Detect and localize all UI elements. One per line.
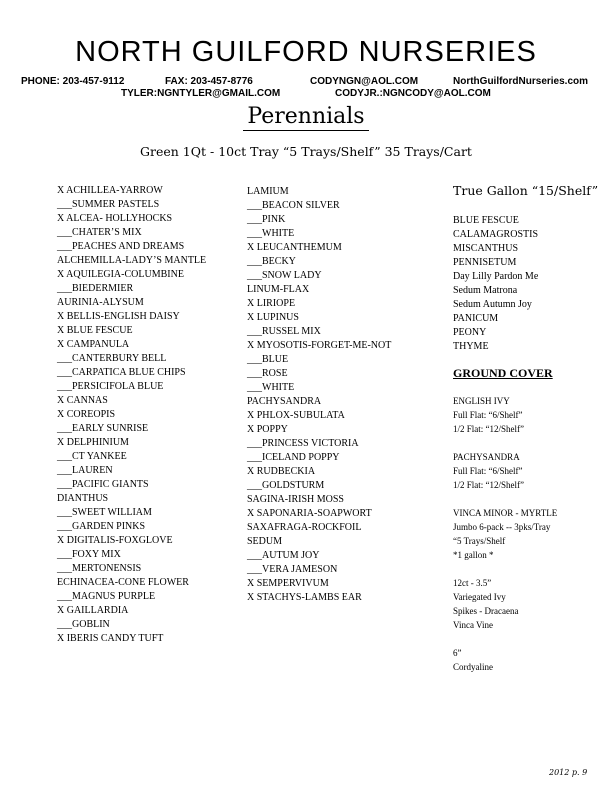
list-item: SAXAFRAGA-ROCKFOIL xyxy=(247,522,362,533)
list-item: X LUPINUS xyxy=(247,312,299,323)
page-footer: 2012 p. 9 xyxy=(549,768,588,777)
list-item: Sedum Matrona xyxy=(453,285,518,296)
right-column xyxy=(453,214,557,674)
list-item: 1/2 Flat: “12/Shelf” xyxy=(453,480,524,490)
list-item: Cordyaline xyxy=(453,662,493,672)
list-item: ALCHEMILLA-LADY’S MANTLE xyxy=(57,255,207,266)
list-item: DIANTHUS xyxy=(57,493,109,504)
list-item: X POPPY xyxy=(247,424,288,435)
list-item: ___PACIFIC GIANTS xyxy=(57,479,149,490)
list-item: PACHYSANDRA xyxy=(453,452,520,462)
list-item: X RUDBECKIA xyxy=(247,466,316,477)
list-item: ENGLISH IVY xyxy=(453,396,510,406)
list-item: Variegated Ivy xyxy=(453,592,506,602)
list-item: Sedum Autumn Joy xyxy=(453,299,532,310)
list-item: ___PRINCESS VICTORIA xyxy=(247,438,359,449)
list-item: Full Flat: “6/Shelf” xyxy=(453,466,523,476)
list-item: THYME xyxy=(453,341,489,352)
list-item: ___CANTERBURY BELL xyxy=(57,353,167,364)
list-item: Full Flat: “6/Shelf” xyxy=(453,410,523,420)
email-codyjr: CODYJR.:NGNCODY@AOL.COM xyxy=(335,88,491,99)
list-item: ___SWEET WILLIAM xyxy=(57,507,152,518)
list-item: ___PERSICIFOLA BLUE xyxy=(57,381,164,392)
list-item: ECHINACEA-CONE FLOWER xyxy=(57,577,189,588)
list-item: Vinca Vine xyxy=(453,620,493,630)
list-item: SAGINA-IRISH MOSS xyxy=(247,494,344,505)
company-name: NORTH GUILFORD NURSERIES xyxy=(75,36,537,68)
list-item: SEDUM xyxy=(247,536,283,547)
list-item: 6” xyxy=(453,648,462,658)
list-item: X BLUE FESCUE xyxy=(57,325,133,336)
fax-number: FAX: 203-457-8776 xyxy=(165,76,253,87)
list-item: Day Lilly Pardon Me xyxy=(453,271,539,282)
list-item: X AQUILEGIA-COLUMBINE xyxy=(57,269,184,280)
perennial-list-column-1 xyxy=(57,184,206,646)
list-item: ___PEACHES AND DREAMS xyxy=(57,241,185,252)
list-item: X SAPONARIA-SOAPWORT xyxy=(247,508,372,519)
list-item: ___RUSSEL MIX xyxy=(247,326,321,337)
list-item: X STACHYS-LAMBS EAR xyxy=(247,592,362,603)
true-gallon-heading: True Gallon “15/Shelf” xyxy=(453,183,599,198)
list-item: ___BLUE xyxy=(247,354,289,365)
list-item: ___WHITE xyxy=(247,228,295,239)
list-item: 12ct - 3.5” xyxy=(453,578,492,588)
list-item: ___GOLDSTURM xyxy=(247,480,325,491)
list-item: Spikes - Dracaena xyxy=(453,606,519,616)
list-item: 1/2 Flat: “12/Shelf” xyxy=(453,424,524,434)
list-item: ___ROSE xyxy=(247,368,288,379)
english-ivy-group xyxy=(453,394,557,436)
list-item: BLUE FESCUE xyxy=(453,215,519,226)
list-item: *1 gallon * xyxy=(453,550,494,560)
list-item: ___BEACON SILVER xyxy=(247,200,340,211)
section-title xyxy=(0,104,612,131)
list-item: ___GOBLIN xyxy=(57,619,110,630)
list-item: AURINIA-ALYSUM xyxy=(57,297,144,308)
list-item: CALAMAGROSTIS xyxy=(453,229,539,240)
list-item: LINUM-FLAX xyxy=(247,284,310,295)
tray-subtitle: Green 1Qt - 10ct Tray “5 Trays/Shelf” 35 Trays/Cart xyxy=(140,144,472,159)
list-item: PENNISETUM xyxy=(453,257,517,268)
website: NorthGuilfordNurseries.com xyxy=(453,76,589,87)
list-item: ___BECKY xyxy=(247,256,296,267)
list-item: ___MERTONENSIS xyxy=(57,563,142,574)
list-item: ___WHITE xyxy=(247,382,295,393)
list-item: X CANNAS xyxy=(57,395,108,406)
ground-cover-heading: GROUND COVER xyxy=(453,366,553,380)
list-item: ___AUTUM JOY xyxy=(247,550,320,561)
list-item: ___SNOW LADY xyxy=(247,270,322,281)
list-item: X ACHILLEA-YARROW xyxy=(57,185,163,196)
list-item: ___LAUREN xyxy=(57,465,113,476)
list-item: “5 Trays/Shelf xyxy=(453,536,506,546)
list-item: ___GARDEN PINKS xyxy=(57,521,146,532)
list-item: X CAMPANULA xyxy=(57,339,130,350)
list-item: ___MAGNUS PURPLE xyxy=(57,591,156,602)
list-item: X PHLOX-SUBULATA xyxy=(247,410,345,421)
list-item: X GAILLARDIA xyxy=(57,605,129,616)
list-item: ___PINK xyxy=(247,214,286,225)
list-item: ___BIEDERMIER xyxy=(57,283,134,294)
list-item: X MYOSOTIS-FORGET-ME-NOT xyxy=(247,340,392,351)
list-item: ___SUMMER PASTELS xyxy=(57,199,160,210)
list-item: PACHYSANDRA xyxy=(247,396,322,407)
list-item: ___FOXY MIX xyxy=(57,549,121,560)
true-gallon-list xyxy=(453,214,557,354)
list-item: Jumbo 6-pack -- 3pks/Tray xyxy=(453,522,551,532)
list-item: ___ICELAND POPPY xyxy=(247,452,340,463)
perennial-list-column-2 xyxy=(247,185,391,605)
list-item: X DELPHINIUM xyxy=(57,437,129,448)
list-item: ___CT YANKEE xyxy=(57,451,127,462)
list-item: VINCA MINOR - MYRTLE xyxy=(453,508,558,518)
email-tyler: TYLER:NGNTYLER@GMAIL.COM xyxy=(121,88,281,99)
list-item: PEONY xyxy=(453,327,487,338)
section-title-text: Perennials xyxy=(243,104,368,131)
list-item: X ALCEA- HOLLYHOCKS xyxy=(57,213,173,224)
list-item: ___VERA JAMESON xyxy=(247,564,338,575)
list-item: X LIRIOPE xyxy=(247,298,296,309)
list-item: X DIGITALIS-FOXGLOVE xyxy=(57,535,173,546)
vinca-group xyxy=(453,506,557,562)
list-item: LAMIUM xyxy=(247,186,289,197)
list-item: X BELLIS-ENGLISH DAISY xyxy=(57,311,180,322)
list-item: ___CARPATICA BLUE CHIPS xyxy=(57,367,186,378)
list-item: ___CHATER’S MIX xyxy=(57,227,142,238)
list-item: ___EARLY SUNRISE xyxy=(57,423,149,434)
list-item: MISCANTHUS xyxy=(453,243,519,254)
six-inch-group xyxy=(453,646,557,674)
pachysandra-group xyxy=(453,450,557,492)
list-item: PANICUM xyxy=(453,313,499,324)
email-cody: CODYNGN@AOL.COM xyxy=(310,76,419,87)
list-item: X IBERIS CANDY TUFT xyxy=(57,633,164,644)
list-item: X COREOPIS xyxy=(57,409,116,420)
twelve-ct-group xyxy=(453,576,557,632)
list-item: X SEMPERVIVUM xyxy=(247,578,329,589)
phone-number: PHONE: 203-457-9112 xyxy=(21,76,125,87)
list-item: X LEUCANTHEMUM xyxy=(247,242,342,253)
